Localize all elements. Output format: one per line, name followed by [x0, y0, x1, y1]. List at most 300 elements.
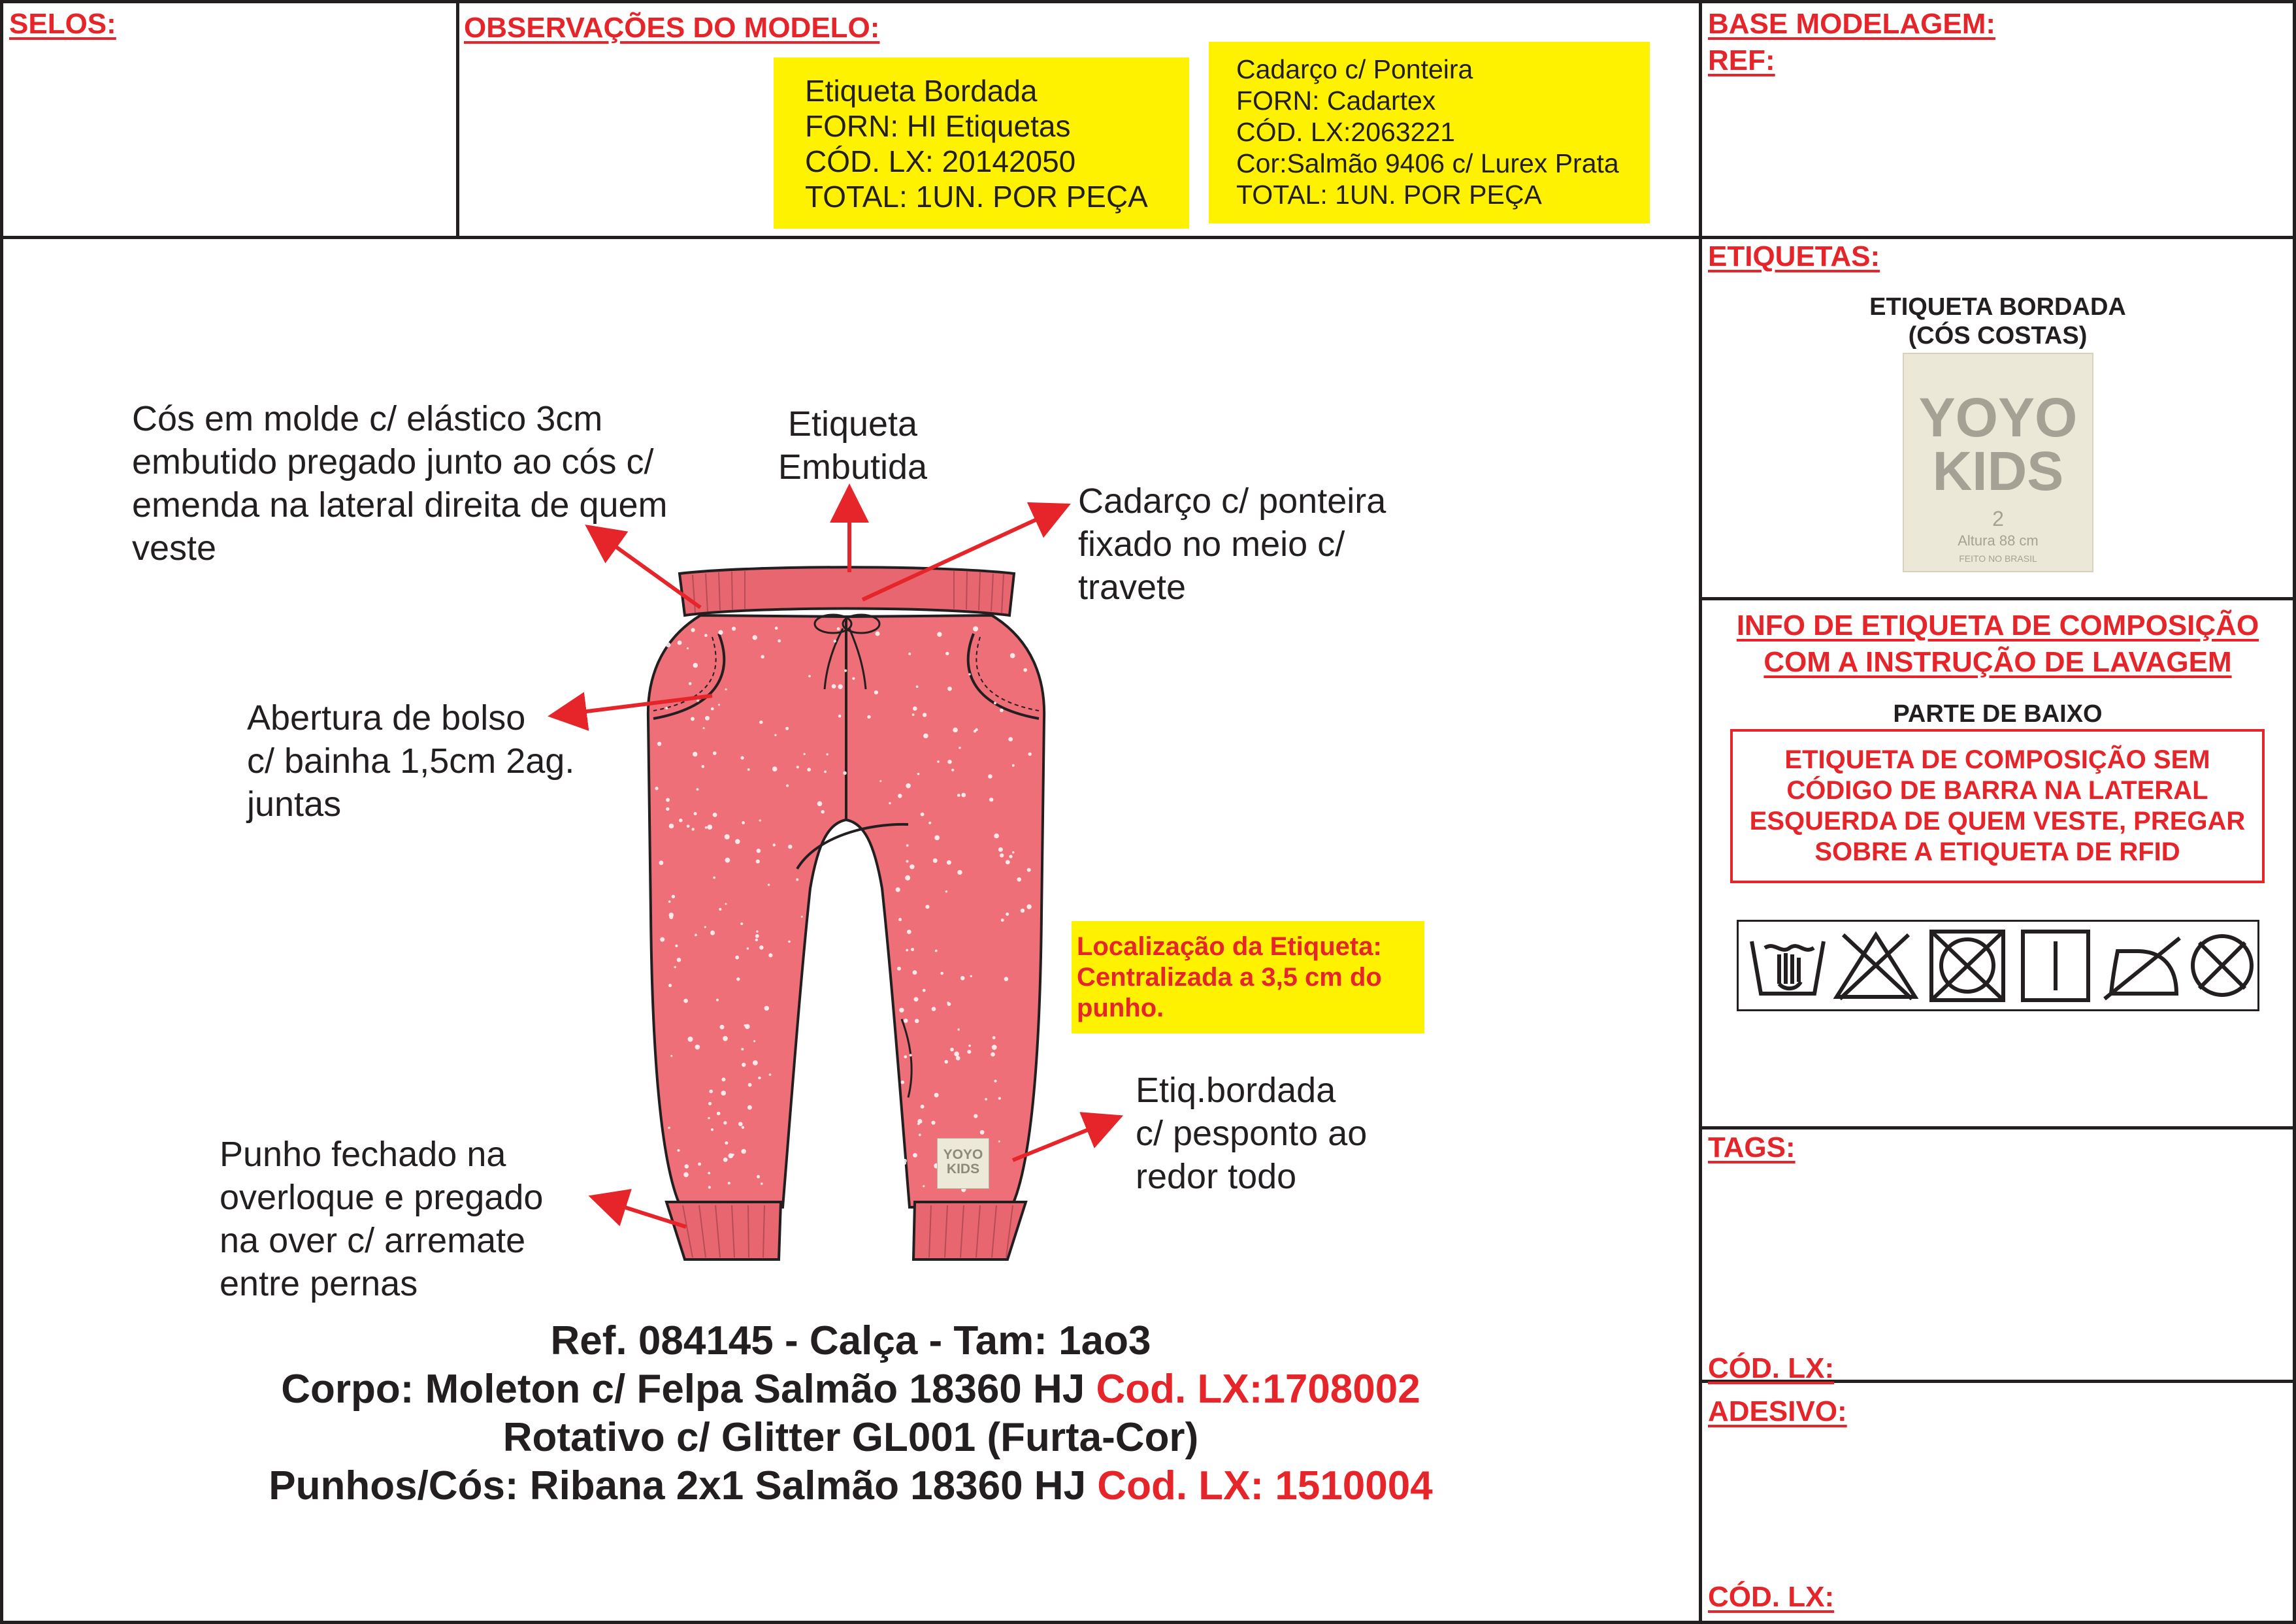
- glitter-speck: [666, 798, 670, 802]
- sample-brand-line: KIDS: [1932, 440, 2064, 502]
- glitter-speck: [934, 836, 940, 841]
- glitter-speck: [957, 794, 960, 797]
- glitter-speck: [837, 627, 840, 630]
- glitter-speck: [974, 1114, 977, 1118]
- glitter-speck: [994, 1080, 996, 1082]
- box-line: TOTAL: 1UN. POR PEÇA: [1236, 180, 1542, 210]
- glitter-speck: [693, 752, 697, 756]
- glitter-speck: [843, 771, 847, 775]
- glitter-speck: [663, 630, 665, 633]
- glitter-speck: [769, 1073, 772, 1076]
- glitter-speck: [785, 727, 789, 730]
- box-line: CÓD. LX: 20142050: [805, 144, 1076, 178]
- glitter-speck: [917, 1123, 920, 1126]
- instruction-line: SOBRE A ETIQUETA DE RFID: [1814, 837, 2180, 866]
- note-line: embutido pregado junto ao cós c/: [132, 442, 654, 481]
- glitter-speck: [669, 915, 673, 919]
- glitter-speck: [945, 652, 949, 655]
- glitter-speck: [678, 1149, 680, 1152]
- glitter-speck: [921, 1105, 925, 1109]
- glitter-speck: [923, 713, 927, 717]
- glitter-speck: [757, 1175, 760, 1178]
- note-line: veste: [132, 528, 217, 568]
- annotation-etiqueta-embutida: [758, 402, 947, 489]
- glitter-speck: [761, 1182, 763, 1185]
- glitter-speck: [821, 810, 825, 813]
- ref-header: REF:: [1708, 44, 1775, 76]
- glitter-speck: [1021, 909, 1025, 913]
- glitter-speck: [957, 870, 962, 875]
- glitter-speck: [755, 934, 759, 938]
- annotation-cadarco: [1078, 479, 1386, 609]
- glitter-speck: [1000, 853, 1004, 857]
- note-line: redor todo: [1136, 1157, 1297, 1196]
- adesivo-header: ADESIVO:: [1708, 1395, 1847, 1427]
- glitter-speck: [940, 972, 943, 975]
- glitter-speck: [903, 1159, 907, 1163]
- note-line: Cós em molde c/ elástico 3cm: [132, 399, 603, 438]
- glitter-speck: [723, 1121, 727, 1124]
- glitter-speck: [913, 970, 917, 975]
- line-dry-icon: [2023, 932, 2088, 1000]
- note-line: c/ bainha 1,5cm 2ag.: [247, 741, 575, 781]
- glitter-speck: [935, 950, 938, 952]
- glitter-speck: [694, 812, 697, 815]
- glitter-speck: [674, 966, 676, 968]
- do-not-iron-icon: [2105, 938, 2180, 999]
- glitter-speck: [910, 864, 914, 869]
- glitter-speck: [1006, 913, 1009, 916]
- glitter-speck: [906, 783, 911, 788]
- care-symbols-strip: [1737, 920, 2259, 1011]
- glitter-speck: [914, 997, 919, 1001]
- punhos-text: Punhos/Cós: Ribana 2x1 Salmão 18360 HJ: [269, 1463, 1098, 1508]
- glitter-speck: [1027, 868, 1031, 872]
- glitter-speck: [988, 774, 992, 779]
- glitter-speck: [898, 794, 902, 798]
- note-line: Embutida: [778, 447, 928, 487]
- glitter-speck: [968, 1045, 971, 1047]
- glitter-speck: [759, 945, 763, 949]
- glitter-speck: [915, 1019, 919, 1024]
- glitter-speck: [725, 1141, 728, 1145]
- glitter-speck: [911, 948, 914, 951]
- sample-height: Altura 88 cm: [1958, 532, 2039, 549]
- glitter-speck: [742, 1063, 746, 1067]
- glitter-speck: [906, 860, 909, 863]
- note-line: entre pernas: [220, 1264, 418, 1303]
- glitter-speck: [989, 798, 993, 802]
- do-not-dry-clean-icon: [2193, 936, 2252, 995]
- note-line: Punho fechado na: [220, 1135, 506, 1174]
- glitter-speck: [970, 975, 972, 977]
- product-corpo-line: [0, 1365, 1701, 1414]
- glitter-speck: [666, 642, 671, 647]
- glitter-speck: [947, 1002, 951, 1006]
- box-line: CÓD. LX:2063221: [1236, 117, 1456, 147]
- note-line: emenda na lateral direita de quem: [132, 485, 668, 525]
- product-rotativo-line: Rotativo c/ Glitter GL001 (Furta-Cor): [502, 1415, 1199, 1460]
- glitter-speck: [945, 1060, 949, 1064]
- box-line: Centralizada a 3,5 cm do: [1077, 963, 1382, 992]
- glitter-speck: [759, 819, 761, 821]
- sample-size: 2: [1992, 507, 2004, 530]
- glitter-speck: [934, 1093, 939, 1097]
- glitter-speck: [710, 930, 715, 935]
- info-composicao-line-2: COM A INSTRUÇÃO DE LAVAGEM: [1763, 646, 2232, 678]
- glitter-speck: [1001, 918, 1004, 922]
- glitter-speck: [774, 734, 776, 736]
- glitter-speck: [720, 1025, 725, 1030]
- glitter-speck: [756, 860, 760, 864]
- annotation-punho: [220, 1133, 543, 1305]
- glitter-speck: [1012, 764, 1015, 767]
- composicao-instruction-box: [1730, 729, 2265, 883]
- glitter-speck: [896, 1154, 901, 1159]
- etiqueta-bordada-title: [1702, 293, 2293, 350]
- glitter-speck: [947, 760, 951, 764]
- glitter-speck: [994, 834, 999, 839]
- glitter-speck: [692, 828, 695, 830]
- glitter-speck: [786, 785, 789, 787]
- glitter-speck: [852, 677, 855, 680]
- glitter-speck: [747, 947, 749, 950]
- glitter-speck: [844, 670, 847, 672]
- glitter-speck: [801, 916, 803, 918]
- patch-brand-line: KIDS: [946, 1161, 980, 1177]
- glitter-speck: [668, 900, 671, 903]
- glitter-speck: [736, 977, 740, 981]
- glitter-speck: [991, 1052, 995, 1057]
- glitter-speck: [994, 702, 996, 704]
- glitter-speck: [807, 768, 811, 771]
- glitter-speck: [732, 626, 736, 630]
- glitter-speck: [688, 1037, 693, 1042]
- glitter-speck: [677, 958, 681, 962]
- glitter-speck: [697, 788, 699, 791]
- glitter-speck: [907, 930, 911, 934]
- glitter-speck: [705, 826, 708, 829]
- glitter-speck: [655, 787, 658, 790]
- glitter-speck: [753, 635, 757, 640]
- glitter-speck: [718, 704, 720, 706]
- parte-de-baixo-label: PARTE DE BAIXO: [1893, 700, 2103, 728]
- glitter-speck: [757, 849, 761, 853]
- glitter-speck: [1017, 877, 1021, 882]
- glitter-speck: [678, 641, 682, 645]
- glitter-speck: [732, 1154, 734, 1156]
- do-not-tumble-dry-icon: [1931, 932, 2003, 1000]
- glitter-speck: [687, 647, 689, 649]
- glitter-speck: [906, 844, 909, 847]
- glitter-speck: [973, 626, 978, 632]
- glitter-speck: [832, 684, 836, 689]
- glitter-speck: [796, 879, 798, 881]
- title-line: ETIQUETA BORDADA: [1869, 293, 2126, 321]
- glitter-speck: [708, 1186, 711, 1188]
- glitter-speck: [721, 1091, 727, 1096]
- glitter-speck: [661, 1194, 663, 1195]
- glitter-speck: [716, 999, 719, 1001]
- glitter-speck: [958, 1028, 960, 1030]
- glitter-speck: [689, 682, 692, 685]
- glitter-speck: [967, 1050, 971, 1054]
- patch-brand-line: YOYO: [943, 1147, 983, 1162]
- box-line: Cadarço c/ Ponteira: [1236, 54, 1473, 84]
- pants-left-leg: [648, 615, 846, 1207]
- glitter-speck: [725, 858, 730, 863]
- do-not-bleach-icon: [1837, 935, 1915, 999]
- glitter-speck: [951, 769, 954, 771]
- glitter-speck: [665, 707, 668, 709]
- instruction-line: ETIQUETA DE COMPOSIÇÃO SEM: [1784, 745, 2210, 774]
- glitter-speck: [691, 717, 695, 721]
- glitter-speck: [923, 734, 928, 739]
- glitter-speck: [876, 632, 880, 636]
- glitter-speck: [744, 1024, 746, 1026]
- glitter-speck: [707, 824, 712, 830]
- note-line: Cadarço c/ ponteira: [1078, 481, 1386, 521]
- box-line: FORN: Cadartex: [1236, 86, 1436, 116]
- glitter-speck: [796, 766, 799, 768]
- pants-embroidered-patch: [937, 1138, 989, 1189]
- glitter-speck: [901, 1080, 904, 1084]
- glitter-speck: [937, 632, 942, 636]
- glitter-speck: [788, 845, 792, 849]
- glitter-speck: [897, 967, 901, 971]
- glitter-speck: [950, 1048, 954, 1052]
- glitter-speck: [1023, 668, 1027, 672]
- glitter-speck: [1000, 709, 1004, 713]
- instruction-line: CÓDIGO DE BARRA NA LATERAL: [1786, 776, 2208, 805]
- glitter-speck: [735, 839, 740, 844]
- base-modelagem-header: BASE MODELAGEM:: [1708, 8, 1995, 40]
- glitter-speck: [896, 887, 900, 892]
- observacoes-header: OBSERVAÇÕES DO MODELO:: [464, 12, 880, 44]
- glitter-speck: [709, 1090, 713, 1094]
- glitter-speck: [947, 687, 952, 691]
- glitter-speck: [985, 1098, 987, 1101]
- glitter-speck: [773, 843, 776, 846]
- glitter-speck: [683, 1172, 689, 1177]
- etiquetas-header: ETIQUETAS:: [1708, 240, 1880, 272]
- glitter-speck: [685, 1164, 689, 1169]
- glitter-speck: [1004, 977, 1009, 981]
- box-line: TOTAL: 1UN. POR PEÇA: [805, 180, 1148, 214]
- glitter-speck: [899, 1008, 904, 1013]
- box-line: Localização da Etiqueta:: [1077, 932, 1382, 961]
- glitter-speck: [804, 753, 806, 755]
- glitter-speck: [992, 1036, 996, 1039]
- glitter-speck: [741, 1048, 744, 1050]
- glitter-speck: [968, 674, 970, 675]
- glitter-speck: [947, 860, 951, 865]
- glitter-speck: [708, 1102, 712, 1105]
- glitter-speck: [905, 875, 910, 881]
- glitter-speck: [827, 753, 828, 755]
- note-line: Etiq.bordada: [1136, 1071, 1336, 1110]
- glitter-speck: [698, 1163, 701, 1166]
- note-line: fixado no meio c/: [1078, 525, 1345, 564]
- glitter-speck: [960, 976, 965, 981]
- box-line: Cor:Salmão 9406 c/ Lurex Prata: [1236, 148, 1619, 178]
- glitter-speck: [933, 858, 938, 863]
- glitter-speck: [704, 926, 706, 928]
- annotation-cos: [132, 397, 668, 570]
- glitter-speck: [761, 655, 764, 658]
- glitter-speck: [817, 802, 823, 807]
- cod-lx-adesivo-header: CÓD. LX:: [1708, 1581, 1835, 1613]
- glitter-speck: [1010, 653, 1015, 658]
- note-line: Abertura de bolso: [247, 698, 526, 738]
- sample-brand-line: YOYO: [1918, 387, 2078, 448]
- glitter-speck: [718, 630, 723, 635]
- note-line: c/ pesponto ao: [1136, 1114, 1368, 1153]
- glitter-speck: [738, 1122, 743, 1126]
- glitter-speck: [879, 780, 881, 782]
- glitter-speck: [937, 760, 940, 763]
- glitter-speck: [748, 1083, 752, 1087]
- glitter-speck: [1008, 737, 1013, 741]
- instruction-line: ESQUERDA DE QUEM VESTE, PREGAR: [1749, 807, 2246, 836]
- glitter-speck: [702, 765, 705, 768]
- glitter-speck: [697, 699, 699, 702]
- title-line: (CÓS COSTAS): [1908, 322, 2088, 349]
- glitter-speck: [908, 653, 911, 655]
- glitter-speck: [742, 821, 745, 824]
- note-line: juntas: [247, 785, 342, 824]
- glitter-speck: [753, 1040, 755, 1042]
- glitter-speck: [906, 949, 908, 952]
- glitter-speck: [693, 663, 698, 668]
- hand-wash-icon: [1752, 941, 1824, 994]
- glitter-speck: [695, 934, 697, 936]
- note-line: na over c/ arremate: [220, 1221, 526, 1260]
- glitter-speck: [668, 984, 672, 987]
- glitter-speck: [679, 819, 683, 822]
- glitter-speck: [725, 903, 727, 905]
- glitter-speck: [725, 834, 730, 839]
- glitter-speck: [758, 1077, 761, 1079]
- selos-header: SELOS:: [9, 8, 116, 40]
- note-line: travete: [1078, 568, 1187, 607]
- glitter-speck: [683, 999, 688, 1003]
- glitter-speck: [741, 1149, 746, 1154]
- glitter-speck: [975, 728, 977, 731]
- glitter-speck: [768, 884, 770, 886]
- glitter-speck: [721, 1078, 725, 1082]
- glitter-speck: [916, 685, 919, 688]
- glitter-speck: [708, 1117, 710, 1119]
- glitter-speck: [735, 956, 739, 960]
- glitter-speck: [755, 939, 758, 941]
- glitter-speck: [867, 715, 870, 719]
- glitter-speck: [759, 721, 763, 724]
- glitter-speck: [838, 715, 842, 718]
- box-line: punho.: [1077, 994, 1164, 1022]
- glitter-speck: [660, 937, 664, 942]
- etiqueta-bordada-sample: [1903, 353, 2093, 572]
- glitter-speck: [659, 1169, 663, 1173]
- glitter-speck: [1028, 753, 1032, 756]
- glitter-speck: [775, 626, 778, 630]
- glitter-speck: [672, 895, 675, 898]
- glitter-speck: [808, 675, 811, 677]
- glitter-speck: [921, 813, 925, 817]
- glitter-speck: [668, 1127, 670, 1129]
- glitter-speck: [703, 727, 705, 729]
- glitter-speck: [923, 989, 926, 992]
- glitter-speck: [932, 1007, 936, 1011]
- glitter-speck: [711, 1128, 713, 1131]
- glitter-speck: [742, 1126, 744, 1129]
- glitter-speck: [928, 822, 931, 824]
- glitter-speck: [675, 945, 678, 947]
- glitter-speck: [719, 908, 721, 911]
- box-line: FORN: HI Etiquetas: [805, 109, 1071, 143]
- glitter-speck: [931, 1121, 935, 1125]
- glitter-speck: [768, 953, 772, 957]
- product-ref-line: Ref. 084145 - Calça - Tam: 1ao3: [550, 1318, 1151, 1363]
- glitter-speck: [723, 1036, 728, 1041]
- glitter-speck: [704, 634, 708, 637]
- note-line: overloque e pregado: [220, 1178, 544, 1217]
- glitter-speck: [919, 1133, 921, 1136]
- glitter-speck: [1006, 860, 1010, 864]
- glitter-speck: [788, 941, 791, 943]
- glitter-speck: [756, 930, 758, 932]
- corpo-code: Cod. LX:1708002: [1096, 1367, 1420, 1412]
- glitter-speck: [898, 918, 902, 921]
- info-composicao-header: [1702, 608, 2293, 681]
- glitter-speck: [747, 768, 750, 771]
- glitter-speck: [959, 747, 961, 749]
- glitter-speck: [954, 1052, 959, 1057]
- glitter-speck: [659, 860, 664, 865]
- glitter-speck: [998, 1097, 1001, 1099]
- glitter-speck: [1012, 851, 1014, 853]
- product-punhos-line: [0, 1462, 1701, 1510]
- glitter-speck: [961, 793, 966, 798]
- glitter-speck: [824, 771, 827, 773]
- glitter-speck: [992, 1045, 997, 1050]
- glitter-speck: [657, 742, 661, 746]
- glitter-speck: [713, 813, 717, 817]
- glitter-speck: [740, 922, 743, 925]
- glitter-speck: [956, 1056, 960, 1061]
- pants-right-leg: [846, 615, 1044, 1207]
- info-composicao-line-1: INFO DE ETIQUETA DE COMPOSIÇÃO: [1736, 609, 2259, 641]
- glitter-speck: [913, 706, 917, 711]
- glitter-speck: [666, 807, 669, 811]
- annotation-etiq-bordada: [1136, 1069, 1367, 1198]
- glitter-speck: [925, 905, 929, 909]
- glitter-speck: [741, 756, 744, 760]
- glitter-speck: [705, 716, 710, 721]
- glitter-speck: [778, 640, 781, 643]
- glitter-speck: [723, 1158, 728, 1162]
- punhos-code: Cod. LX: 1510004: [1097, 1463, 1433, 1508]
- glitter-speck: [670, 1055, 672, 1057]
- glitter-speck: [669, 824, 674, 829]
- glitter-speck: [923, 1185, 925, 1187]
- glitter-speck: [708, 1172, 710, 1175]
- glitter-speck: [874, 690, 878, 694]
- tags-header: TAGS:: [1708, 1131, 1796, 1163]
- glitter-speck: [980, 1130, 985, 1135]
- glitter-speck: [904, 1056, 908, 1059]
- glitter-speck: [913, 1153, 917, 1158]
